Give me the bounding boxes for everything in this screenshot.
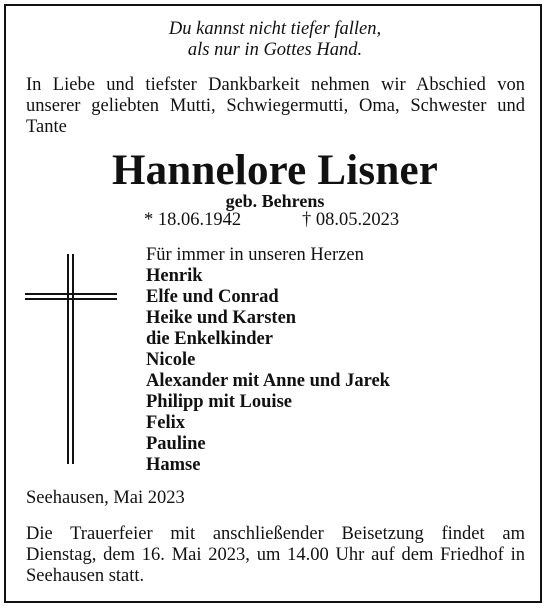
mourner-name: Henrik: [146, 266, 203, 286]
cross-vertical-beam: [67, 254, 74, 464]
mourners-lead: Für immer in unseren Herzen: [146, 245, 364, 265]
born-name: geb. Behrens: [225, 191, 325, 211]
mourner-name: Philipp mit Louise: [146, 392, 292, 412]
service-text: [26, 524, 525, 587]
service-line-3: Seehausen statt.: [26, 566, 145, 586]
quote-line-1: Du kannst nicht tiefer fallen,: [168, 19, 382, 39]
mourner-name: Felix: [146, 413, 186, 433]
cross-horizontal-beam: [25, 293, 117, 300]
intro-text: [26, 75, 525, 138]
mourner-name: Pauline: [146, 434, 206, 454]
intro-line-3: Tante: [26, 117, 67, 137]
intro-line-2: unserer geliebten Mutti, Schwiegermutti, Oma, Schwester und: [26, 96, 525, 116]
quote-line-2: als nur in Gottes Hand.: [187, 40, 363, 60]
death-date: † 08.05.2023: [302, 210, 400, 230]
birth-date: * 18.06.1942: [144, 210, 242, 230]
mourner-name: Nicole: [146, 350, 196, 370]
mourners-list: [146, 245, 390, 476]
mourner-name: die Enkelkinder: [146, 329, 273, 349]
intro-line-1: In Liebe und tiefster Dankbarkeit nehmen wir Abschied von: [26, 75, 525, 95]
deceased-name: Hannelore Lisner: [111, 147, 439, 194]
mourner-name: Alexander mit Anne und Jarek: [146, 371, 390, 391]
mourner-name: Hamse: [146, 455, 201, 475]
service-line-1: Die Trauerfeier mit anschließender Beisetzung findet am: [26, 524, 525, 544]
mourner-name: Elfe und Conrad: [146, 287, 279, 307]
place-date: Seehausen, Mai 2023: [26, 488, 185, 508]
service-line-2: Dienstag, dem 16. Mai 2023, um 14.00 Uhr auf dem Friedhof in: [26, 545, 525, 565]
mourner-name: Heike und Karsten: [146, 308, 297, 328]
